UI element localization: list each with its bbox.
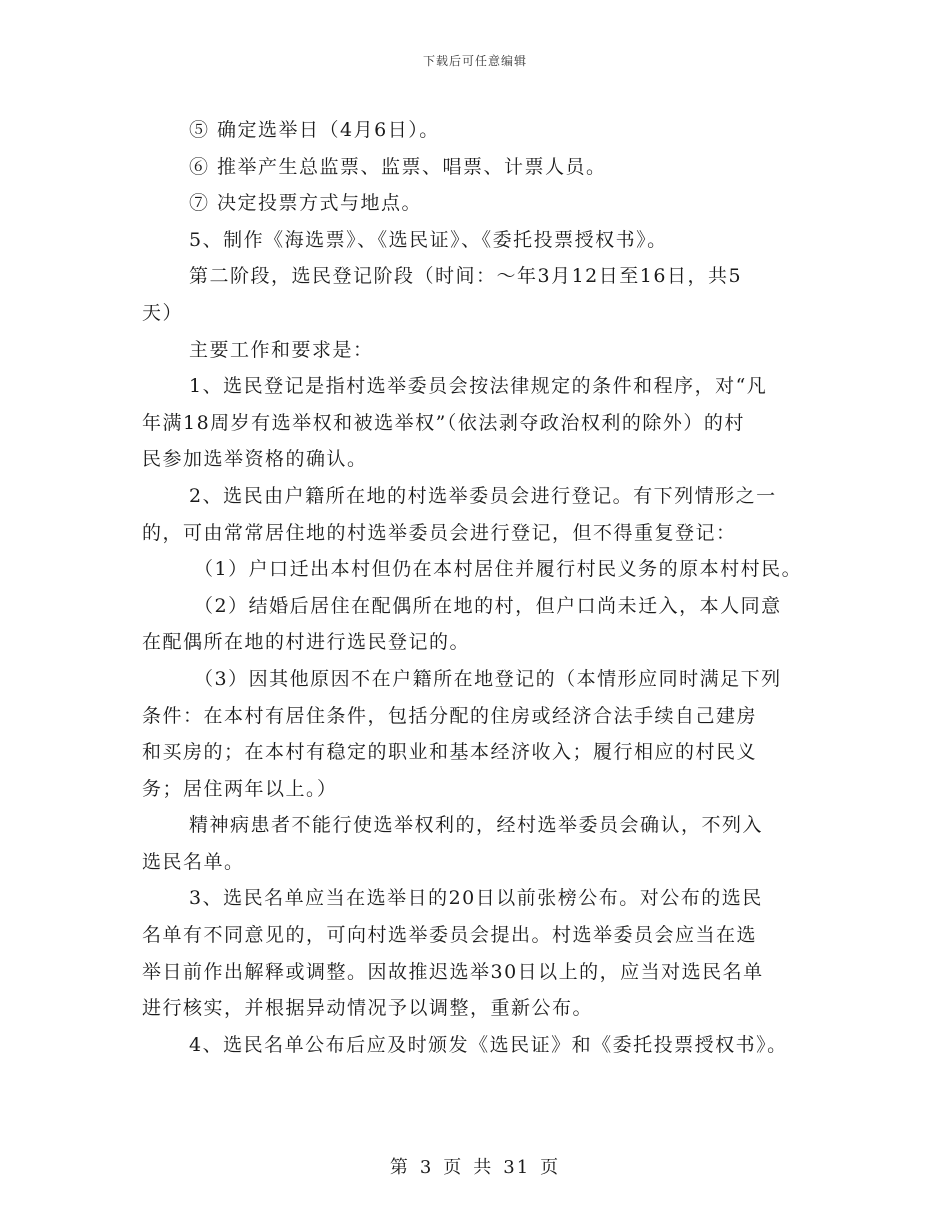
text-line: 和买房的；在本村有稳定的职业和基本经济收入；履行相应的村民义 [142, 741, 758, 764]
text-line: 2、选民由户籍所在地的村选举委员会进行登记。有下列情形之一 [189, 484, 777, 507]
document-body [142, 112, 822, 1063]
text-line: 条件：在本村有居住条件，包括分配的住房或经济合法手续自己建房 [142, 704, 758, 727]
total-pages: 31 [503, 1157, 531, 1178]
text-line: 天） [142, 301, 184, 324]
text-line: （2）结婚后居住在配偶所在地的村，但户口尚未迁入，本人同意 [194, 594, 782, 617]
text-line: （1）户口迁出本村但仍在本村居住并履行村民义务的原本村村民。 [194, 558, 803, 581]
text-line: 1、选民登记是指村选举委员会按法律规定的条件和程序，对“凡 [189, 375, 768, 398]
page-footer [0, 1153, 950, 1179]
text-line: 务；居住两年以上。） [142, 777, 338, 800]
text-line: 的，可由常常居住地的村选举委员会进行登记，但不得重复登记： [142, 521, 737, 544]
text-line: （3）因其他原因不在户籍所在地登记的（本情形应同时满足下列 [194, 667, 782, 690]
text-line: 3、选民名单应当在选举日的20日以前张榜公布。对公布的选民 [189, 887, 763, 910]
text-line: ⑤ 确定选举日（4月6日）。 [189, 119, 440, 141]
text-line: 民参加选举资格的确认。 [142, 448, 368, 471]
text-line: 主要工作和要求是： [189, 338, 374, 361]
text-line: 精神病患者不能行使选举权利的，经村选举委员会确认，不列入 [189, 814, 764, 837]
text-line: 第二阶段，选民登记阶段（时间：～年3月12日至16日，共5 [189, 265, 743, 288]
text-line: 5、制作《海选票》、《选民证》、《委托投票授权书》。 [189, 228, 668, 251]
text-line: ⑦ 决定投票方式与地点。 [189, 192, 423, 215]
text-line: 进行核实，并根据异动情况予以调整，重新公布。 [142, 997, 594, 1020]
text-line: 在配偶所在地的村进行选民登记的。 [142, 631, 471, 654]
text-line: ⑥ 推举产生总监票、监票、唱票、计票人员。 [189, 155, 607, 178]
text-line: 4、选民名单公布后应及时颁发《选民证》和《委托投票授权书》。 [189, 1033, 788, 1056]
page-label-prefix: 第 [389, 1157, 410, 1178]
text-line: 举日前作出解释或调整。因故推迟选举30日以上的，应当对选民名单 [142, 960, 764, 983]
page-label-suffix: 页 [540, 1157, 561, 1178]
text-line: 名单有不同意见的，可向村选举委员会提出。村选举委员会应当在选 [142, 924, 758, 947]
page-number: 3 [419, 1157, 434, 1178]
page-label-mid: 页 [443, 1157, 464, 1178]
total-label: 共 [473, 1157, 494, 1178]
text-line: 选民名单。 [142, 850, 245, 873]
page-header: 下载后可任意编辑 [422, 54, 527, 68]
text-line: 年满18周岁有选举权和被选举权”（依法剥夺政治权利的除外）的村 [142, 411, 745, 434]
